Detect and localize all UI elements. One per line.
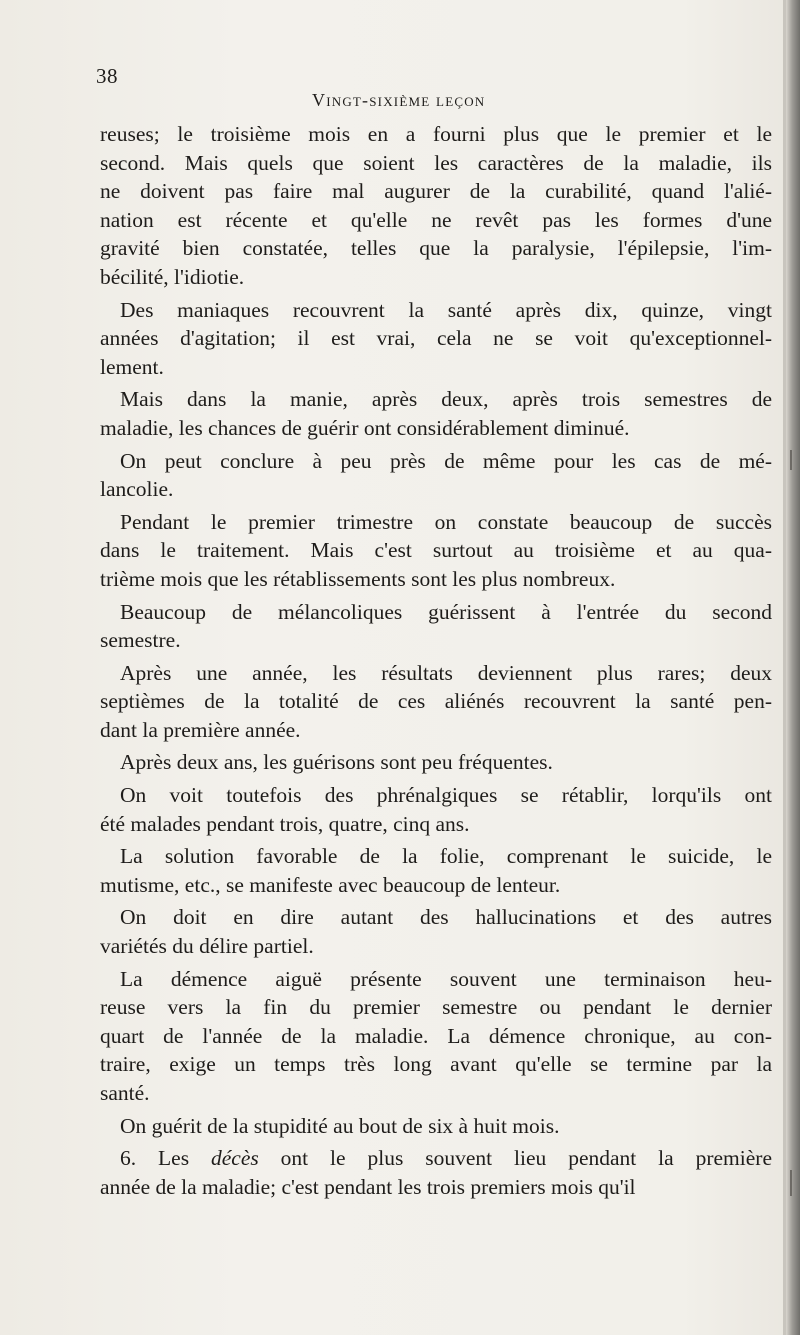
paragraph: [100, 447, 772, 504]
text-line: lancolie.: [100, 477, 174, 502]
text-line: Des maniaques recouvrent la santé après dix, quinze, vingt: [120, 297, 772, 322]
text-line: reuse vers la fin du premier semestre ou pendant le dernier: [100, 995, 772, 1020]
text-line: dant la première année.: [100, 717, 301, 742]
text-line: gravité bien constatée, telles que la paralysie, l'épilepsie, l'im-: [100, 236, 772, 261]
text-line: bécilité, l'idiotie.: [100, 264, 245, 289]
text-line: Après deux ans, les guérisons sont peu fréquentes.: [120, 750, 553, 775]
text-line: mutisme, etc., se manifeste avec beaucoup de lenteur.: [100, 872, 561, 897]
text-line: dans le traitement. Mais c'est surtout au troisième et au qua-: [100, 538, 772, 563]
text-line: nation est récente et qu'elle ne revêt pas les formes d'une: [100, 207, 772, 232]
text-line: Mais dans la manie, après deux, après trois semestres de: [120, 387, 772, 412]
paragraph: [100, 598, 772, 655]
paragraph: [100, 508, 772, 594]
text-line: années d'agitation; il est vrai, cela ne se voit qu'exceptionnel-: [100, 326, 772, 351]
text-line: On peut conclure à peu près de même pour les cas de mé-: [120, 448, 772, 473]
running-head: Vingt-sixième leçon: [312, 90, 486, 110]
text-line: septièmes de la totalité de ces aliénés recouvrent la santé pen-: [100, 689, 772, 714]
text-line: On guérit de la stupidité au bout de six à huit mois.: [120, 1113, 560, 1138]
text-line: semestre.: [100, 628, 181, 653]
text-line: La démence aiguë présente souvent une terminaison heu-: [120, 966, 772, 991]
text-line: On doit en dire autant des hallucinations et des autres: [120, 905, 772, 930]
text-line: été malades pendant trois, quatre, cinq ans.: [100, 811, 470, 836]
text-line: santé.: [100, 1081, 150, 1105]
margin-mark: [790, 1170, 792, 1196]
text-line: second. Mais quels que soient les caractères de la maladie, ils: [100, 150, 772, 175]
paragraph: [100, 659, 772, 745]
paragraph: [100, 903, 772, 960]
paragraph: [100, 1112, 772, 1141]
text-line: maladie, les chances de guérir ont considérablement diminué.: [100, 415, 630, 440]
paragraph: [100, 965, 772, 1108]
paragraph: [100, 781, 772, 838]
italic-term: décès: [211, 1146, 259, 1171]
text-line: quart de l'année de la maladie. La démence chronique, au con-: [100, 1023, 772, 1048]
text-line: lement.: [100, 354, 164, 379]
list-number-prefix: 6. Les: [120, 1146, 211, 1171]
text-line: Après une année, les résultats deviennent plus rares; deux: [120, 660, 772, 685]
book-spine-edge: [786, 0, 800, 1335]
text-line: Beaucoup de mélancoliques guérissent à l'entrée du second: [120, 599, 772, 624]
margin-mark: [790, 450, 792, 470]
line-text: ont le plus souvent lieu pendant la première: [258, 1146, 772, 1171]
paragraph: [100, 120, 772, 292]
text-line: trième mois que les rétablissements sont les plus nombreux.: [100, 566, 616, 591]
text-line: Pendant le premier trimestre on constate beaucoup de succès: [120, 509, 772, 534]
paragraph: [100, 842, 772, 899]
text-line: [100, 1144, 772, 1173]
paragraph: [100, 296, 772, 382]
text-line: La solution favorable de la folie, comprenant le suicide, le: [120, 844, 772, 869]
paragraph: [100, 385, 772, 442]
text-line: reuses; le troisième mois en a fourni plus que le premier et le: [100, 122, 772, 146]
body-text: [100, 120, 772, 1201]
paragraph: [100, 748, 772, 777]
text-line: variétés du délire partiel.: [100, 934, 314, 959]
text-line: ne doivent pas faire mal augurer de la curabilité, quand l'alié-: [100, 179, 772, 204]
page-number: 38: [96, 64, 118, 88]
paragraph: [100, 1144, 772, 1201]
text-line: année de la maladie; c'est pendant les trois premiers mois qu'il: [100, 1174, 636, 1199]
text-line: traire, exige un temps très long avant qu'elle se termine par la: [100, 1052, 772, 1077]
text-line: On voit toutefois des phrénalgiques se rétablir, lorqu'ils ont: [120, 783, 772, 808]
